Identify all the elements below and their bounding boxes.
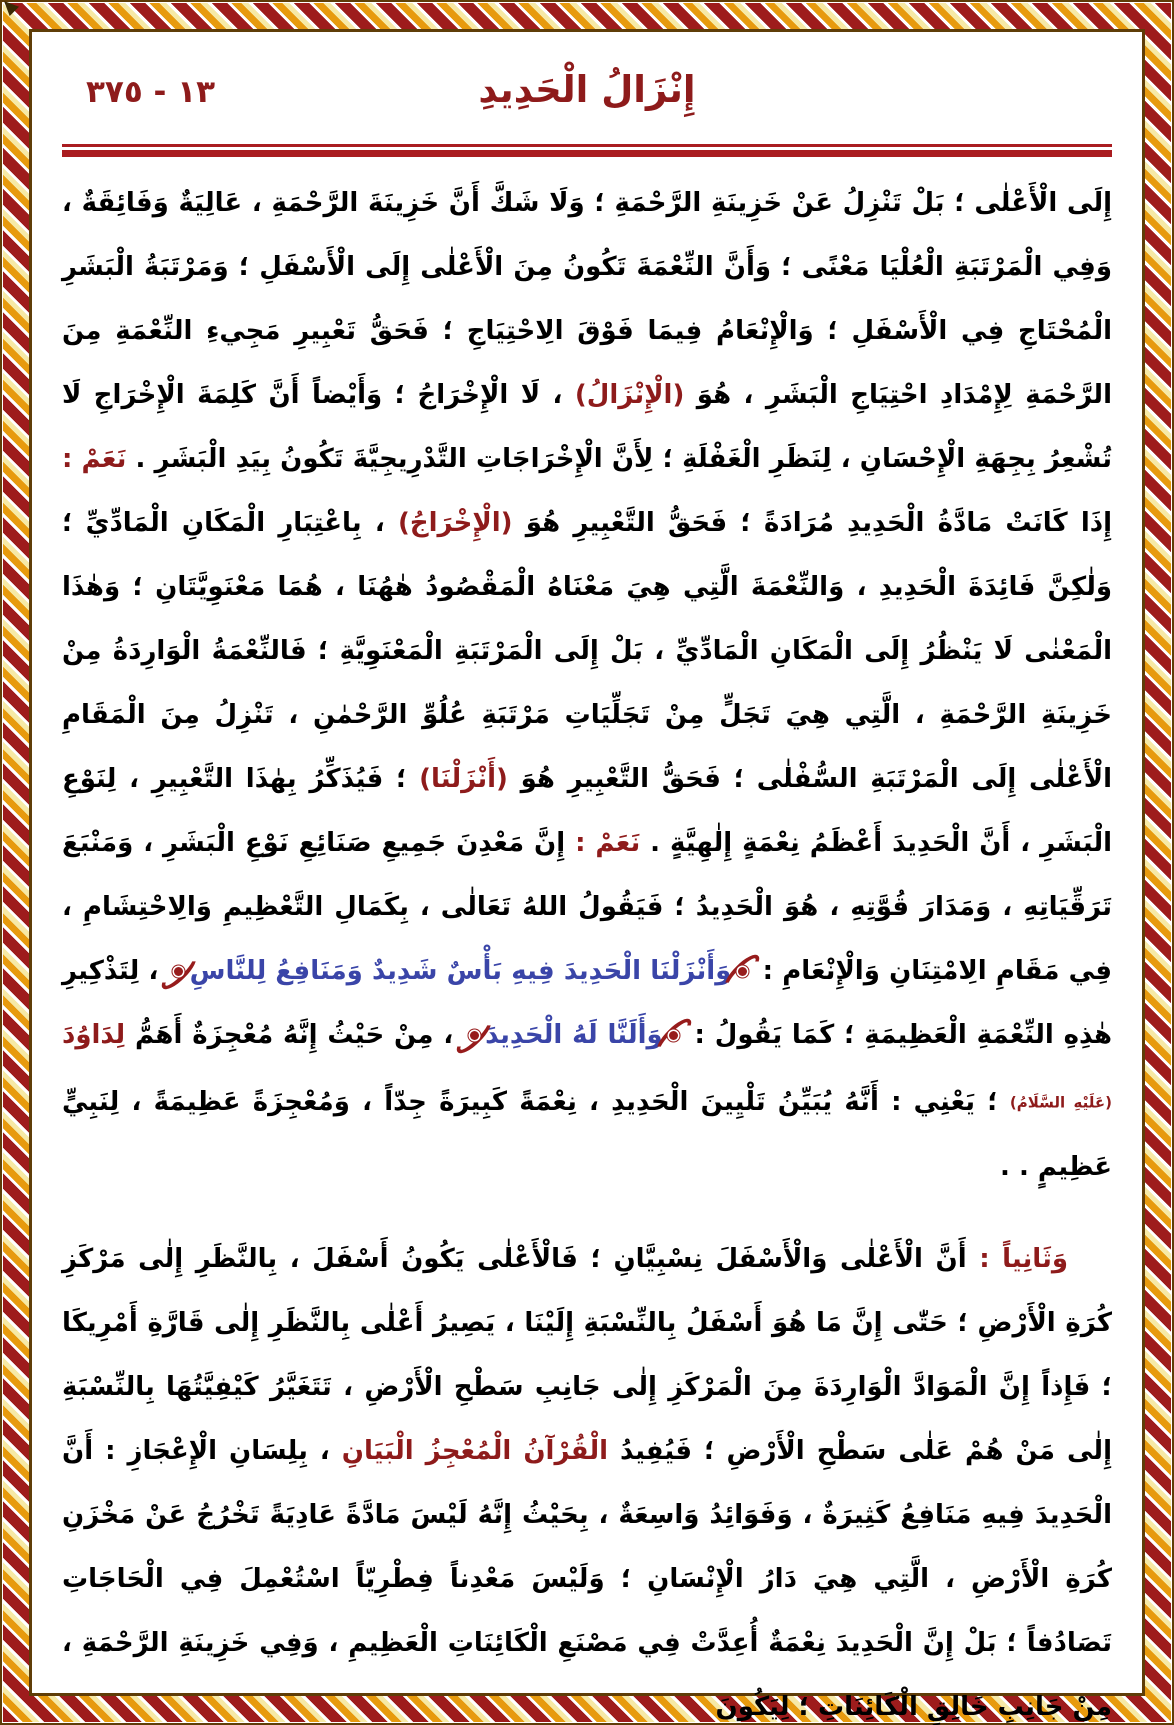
verse-bracket-open-icon [666, 1013, 682, 1059]
text-segment: وَأَنْزَلْنَا الْحَدِيدَ فِيهِ بَأْسٌ شَدِيدٌ وَمَنَافِعُ لِلنَّاسِ [189, 956, 732, 986]
text-segment: (الْإِخْرَاجُ) [397, 508, 513, 538]
text-segment: إِلَى الْأَعْلٰى ؛ بَلْ تَنْزِلُ عَنْ خَزِينَةِ الرَّحْمَةِ ؛ وَلَا شَكَّ أَنَّ خَزِينَةَ الرَّحْمَةِ ، عَالِيَةٌ وَفَائِقَةٌ ، وَفِي الْمَرْتَبَةِ الْعُلْيَا مَعْنًى ؛ وَأَنَّ النِّعْمَةَ تَكُونُ مِنَ الْأَعْلٰى إِلَى الْأَسْفَلِ ؛ وَمَرْتَبَةُ الْبَشَرِ الْمُحْتَاجِ فِي الْأَسْفَلِ ؛ وَالْإِنْعَامُ فِيمَا فَوْقَ الِاحْتِيَاجِ ؛ فَحَقُّ تَعْبِيرِ مَجِيءِ النِّعْمَةِ مِنَ الرَّحْمَةِ لِإِمْدَادِ احْتِيَاجِ الْبَشَرِ ، هُوَ [62, 188, 1112, 410]
paragraph [62, 1227, 1112, 1725]
text-segment: ، لَا الْإِخْرَاجُ ؛ وَأَيْضاً أَنَّ كَلِمَةَ الْإِخْرَاجِ لَا تُشْعِرُ بِجِهَةِ الْإِحْسَانِ ، لِنَظَرِ الْغَفْلَةِ ؛ لِأَنَّ الْإِخْرَاجَاتِ التَّدْرِيجِيَّةَ تَكُونُ بِيَدِ الْبَشَرِ . [62, 380, 1112, 474]
text-segment: أَنَّ الْأَعْلٰى وَالْأَسْفَلَ نِسْبِيَّانِ ؛ فَالْأَعْلٰى يَكُونُ أَسْفَلَ ، بِالنَّظَرِ إِلٰى مَرْكَزِ كُرَةِ الْأَرْضِ ؛ حَتّٰى إِنَّ مَا هُوَ أَسْفَلُ بِالنِّسْبَةِ إِلَيْنَا ، يَصِيرُ أَعْلٰى بِالنَّظَرِ إِلٰى قَارَّةِ أَمْرِيكَا ؛ فَإِذاً إِنَّ الْمَوَادَّ الْوَارِدَةَ مِنَ الْمَرْكَزِ إِلٰى جَانِبِ سَطْحِ الْأَرْضِ ، تَتَغَيَّرُ كَيْفِيَّتُهَا بِالنِّسْبَةِ إِلٰى مَنْ هُمْ عَلٰى سَطْحِ الْأَرْضِ ؛ فَيُفِيدُ [62, 1243, 1112, 1466]
text-segment: ، لِتَذْكِيرِ هٰذِهِ النِّعْمَةِ الْعَظِيمَةِ ؛ كَمَا يَقُولُ : [62, 956, 1113, 1050]
text-segment: إِذَا كَانَتْ مَادَّةُ الْحَدِيدِ مُرَادَةً ؛ فَحَقُّ التَّعْبِيرِ هُوَ [512, 508, 1112, 538]
text-segment: ، بِاعْتِبَارِ الْمَكَانِ الْمَادِّيِّ ؛ وَلٰكِنَّ فَائِدَةَ الْحَدِيدِ ، وَالنِّعْمَةَ الَّتِي هِيَ مَعْنَاهُ الْمَقْصُودُ هٰهُنَا ، هُمَا مَعْنَوِيَّتَانِ ؛ وَهٰذَا الْمَعْنٰى لَا يَنْظُرُ إِلَى الْمَكَانِ الْمَادِّيِّ ، بَلْ إِلَى الْمَرْتَبَةِ الْمَعْنَوِيَّةِ ؛ فَالنِّعْمَةُ الْوَارِدَةُ مِنْ خَزِينَةِ الرَّحْمَةِ ، الَّتِي هِيَ تَجَلٍّ مِنْ تَجَلِّيَاتِ مَرْتَبَةِ عُلُوِّ الرَّحْمٰنِ ، تَنْزِلُ مِنَ الْمَقَامِ الْأَعْلٰى إِلَى الْمَرْتَبَةِ السُّفْلٰى ؛ فَحَقُّ التَّعْبِيرِ هُوَ [62, 508, 1112, 794]
corner-finial-ornament [4, 1, 19, 16]
text-segment: (أَنْزَلْنَا) [419, 764, 508, 794]
text-segment: ؛ يَعْنِي : أَنَّهُ يُبَيِّنُ تَلْيِينَ الْحَدِيدِ ، نِعْمَةً كَبِيرَةً جِدّاً ، وَمُعْجِزَةً عَظِيمَةً ، لِنَبِيٍّ عَظِيمٍ . . [62, 1087, 1112, 1182]
header-rule-thin [62, 144, 1112, 147]
page-content [34, 34, 1140, 1722]
paragraph [62, 171, 1112, 1199]
verse-bracket-close-icon [171, 949, 187, 995]
header-rule-thick [62, 150, 1112, 157]
text-segment: وَأَلَنَّا لَهُ الْحَدِيدَ [485, 1020, 663, 1050]
text-segment: ؛ فَيُذَكِّرُ بِهٰذَا التَّعْبِيرِ ، لِنَوْعِ الْبَشَرِ ، أَنَّ الْحَدِيدَ أَعْظَمُ نِعْمَةٍ إِلٰهِيَّةٍ . [62, 764, 1113, 858]
text-segment: نَعَمْ : [575, 828, 641, 858]
header-rules [62, 144, 1112, 157]
text-segment: الْقُرْآنُ الْمُعْجِزُ الْبَيَانِ [341, 1435, 609, 1466]
text-segment: (عَلَيْهِ السَّلَامُ) [1009, 1093, 1112, 1112]
page-header [62, 60, 1112, 134]
text-segment: إِنَّ مَعْدِنَ جَمِيعِ صَنَائِعِ نَوْعِ الْبَشَرِ ، وَمَنْبَعَ تَرَقِّيَاتِهِ ، وَمَدَارَ قُوَّتِهِ ، هُوَ الْحَدِيدُ ؛ فَيَقُولُ اللهُ تَعَالٰى ، بِكَمَالِ التَّعْظِيمِ وَالِاحْتِشَامِ ، فِي مَقَامِ الِامْتِنَانِ وَالْإِنْعَامِ : [62, 828, 1112, 986]
text-segment: ، بِلِسَانِ الْإِعْجَازِ : أَنَّ الْحَدِيدَ فِيهِ مَنَافِعُ كَثِيرَةٌ ، وَفَوَائِدُ وَاسِعَةٌ ، بِحَيْثُ إِنَّهُ لَيْسَ مَادَّةً عَادِيَةً تَخْرُجُ عَنْ مَخْزَنِ كُرَةِ الْأَرْضِ ، الَّتِي هِيَ دَارُ الْإِنْسَانِ ؛ وَلَيْسَ مَعْدِناً فِطْرِيّاً اسْتُعْمِلَ فِي الْحَاجَاتِ تَصَادُفاً ؛ بَلْ إِنَّ الْحَدِيدَ نِعْمَةٌ أُعِدَّتْ فِي مَصْنَعِ الْكَائِنَاتِ الْعَظِيمِ ، وَفِي خَزِينَةِ الرَّحْمَةِ ، مِنْ جَانِبِ خَالِقِ الْكَائِنَاتِ ؛ لِيَكُونَ [62, 1435, 1112, 1722]
verse-bracket-close-icon [466, 1013, 482, 1059]
body-text [62, 171, 1112, 1725]
text-segment: نَعَمْ : [62, 444, 127, 474]
page-number: ١٣ - ٣٧٥ [86, 74, 216, 110]
text-segment: ، مِنْ حَيْثُ إِنَّهُ مُعْجِزَةٌ أَهَمُّ [125, 1020, 464, 1050]
text-segment: (الْإِنْزَالُ) [574, 380, 685, 410]
verse-bracket-open-icon [734, 949, 750, 995]
text-segment: لِدَاوُدَ [62, 1020, 126, 1050]
page-title: إِنْزَالُ الْحَدِيدِ [478, 68, 696, 111]
text-segment: وَثَانِياً : [979, 1243, 1068, 1274]
